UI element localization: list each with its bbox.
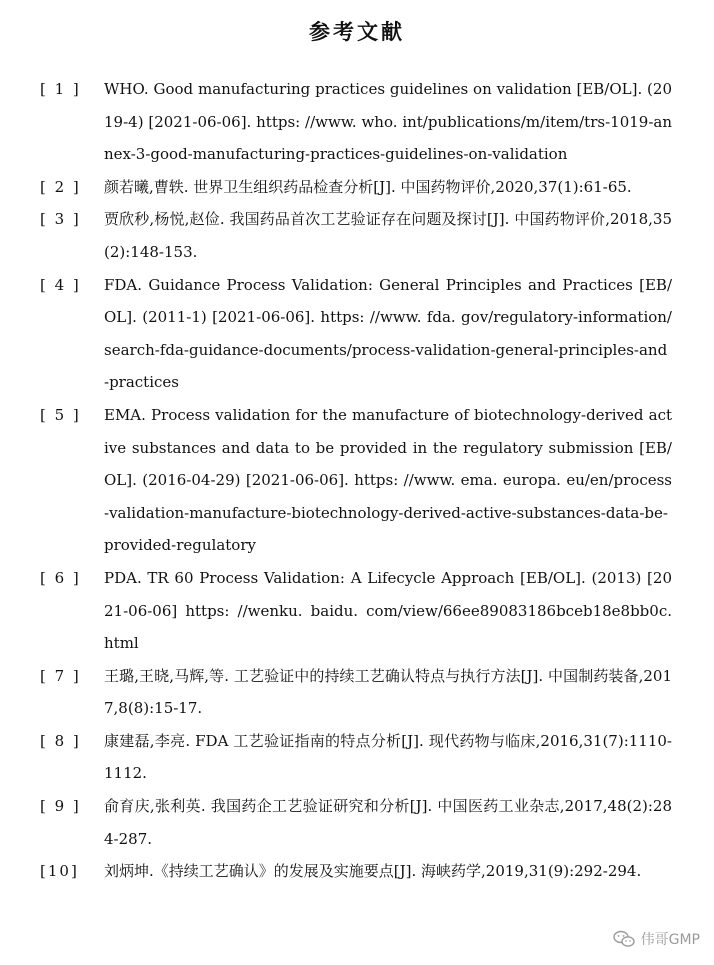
reference-text: 王璐,王晓,马辉,等. 工艺验证中的持续工艺确认特点与执行方法[J]. 中国制药装备,2017,8(8):15-17. (104, 666, 672, 718)
reference-number: [ 5 ] (40, 405, 81, 424)
reference-item (0, 660, 714, 725)
reference-text: PDA. TR 60 Process Validation: A Lifecycle Approach [EB/OL]. (2013) [2021-06-06] https: //wenku. baidu. com/view/66ee89083186bceb18e8bb0c. html (104, 568, 672, 653)
reference-text: EMA. Process validation for the manufacture of biotechnology-derived active substances and data to be provided in the regulatory submission [EB/OL]. (2016-04-29) [2021-06-06]. https: //www. ema. europa. eu/en/process-validation-manufacture-biotechnology-derived-active-substances-data-be-provided-regulatory (104, 405, 672, 555)
watermark-text: 伟哥GMP (640, 932, 700, 948)
reference-number: [ 6 ] (40, 568, 81, 587)
reference-item (0, 171, 714, 204)
reference-text: FDA. Guidance Process Validation: General Principles and Practices [EB/OL]. (2011-1) [2021-06-06]. https: //www. fda. gov/regulatory-information/search-fda-guidance-documents/process-validation-general-principles-and-practices (104, 275, 672, 392)
reference-text: 俞育庆,张利英. 我国药企工艺验证研究和分析[J]. 中国医药工业杂志,2017,48(2):284-287. (104, 797, 672, 848)
reference-text: 康建磊,李亮. FDA 工艺验证指南的特点分析[J]. 现代药物与临床,2016,31(7):1110-1112. (104, 731, 672, 783)
reference-item (0, 562, 714, 660)
reference-number: [ 2 ] (40, 177, 81, 196)
wechat-icon (613, 930, 635, 948)
reference-text: 颜若曦,曹轶. 世界卫生组织药品检查分析[J]. 中国药物评价,2020,37(1):61-65. (104, 177, 632, 196)
reference-text: 贾欣秒,杨悦,赵俭. 我国药品首次工艺验证存在问题及探讨[J]. 中国药物评价,2018,35(2):148-153. (104, 210, 672, 261)
reference-number: [ 8 ] (40, 731, 81, 750)
reference-list (0, 73, 714, 888)
reference-item (0, 855, 714, 888)
reference-number: [ 1 ] (40, 80, 81, 98)
reference-number: [ 3 ] (40, 210, 81, 229)
reference-item (0, 399, 714, 562)
reference-text: WHO. Good manufacturing practices guidelines on validation [EB/OL]. (2019-4) [2021-06-06]. https: //www. who. int/publications/m/item/trs-1019-annex-3-good-manufacturing-practices-guidelines-on-validation (104, 80, 672, 164)
reference-number: [10] (40, 862, 79, 881)
watermark (613, 929, 700, 949)
reference-item (0, 269, 714, 399)
reference-item (0, 790, 714, 855)
page-title: 参考文献 (309, 19, 405, 44)
reference-number: [ 9 ] (40, 797, 81, 816)
reference-item (0, 203, 714, 268)
reference-item (0, 725, 714, 790)
reference-text: 刘炳坤.《持续工艺确认》的发展及实施要点[J]. 海峡药学,2019,31(9):292-294. (104, 862, 642, 881)
reference-item (0, 73, 714, 171)
reference-number: [ 4 ] (40, 275, 81, 294)
reference-number: [ 7 ] (40, 666, 81, 685)
